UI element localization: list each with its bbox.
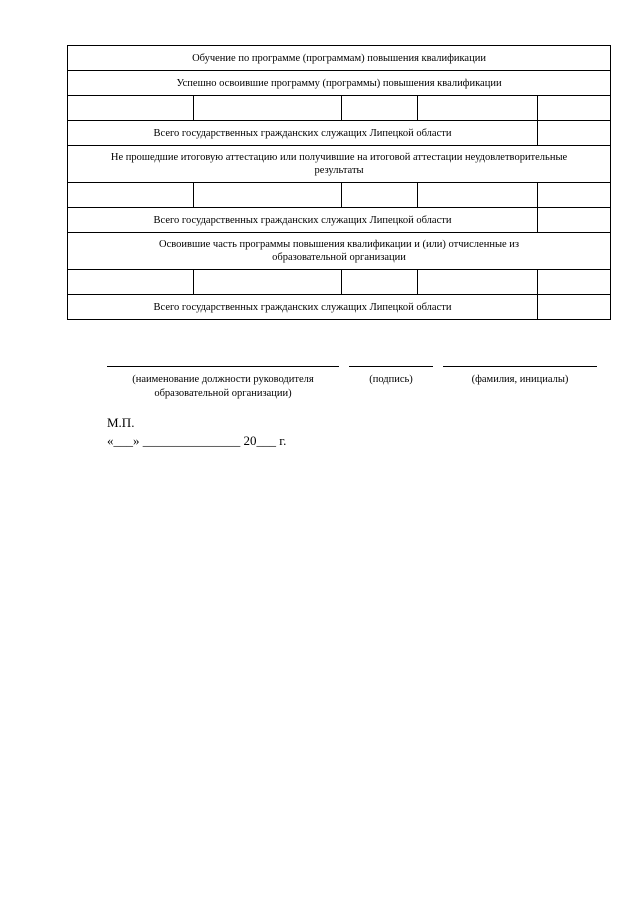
total-value-cell: [538, 295, 611, 320]
empty-cell: [68, 183, 194, 208]
signature-line: [349, 366, 433, 367]
section-failed-row: [68, 146, 611, 183]
name-line: [443, 366, 597, 367]
table-row: [68, 96, 611, 121]
section-completed-row: [68, 71, 611, 96]
total-label-cell: Всего государственных гражданских служащих Липецкой области: [68, 295, 538, 320]
training-report-table: [67, 45, 611, 320]
table-row: [68, 270, 611, 295]
section-failed-cell: Не прошедшие итоговую аттестацию или получившие на итоговой аттестации неудовлетворительные результаты: [68, 146, 611, 183]
total-label-cell: Всего государственных гражданских служащих Липецкой области: [68, 208, 538, 233]
empty-cell: [418, 96, 538, 121]
empty-cell: [418, 183, 538, 208]
position-caption: (наименование должности руководителя образовательной организации): [132, 374, 314, 399]
empty-cell: [68, 270, 194, 295]
name-caption: (фамилия, инициалы): [471, 374, 569, 385]
header-training-cell: Обучение по программе (программам) повышения квалификации: [68, 46, 611, 71]
table-header-row: [68, 46, 611, 71]
empty-cell: [538, 270, 611, 295]
stamp-label: М.П.: [107, 415, 135, 430]
section-partial-cell: Освоившие часть программы повышения квалификации и (или) отчисленные из образовательной организации: [68, 233, 611, 270]
table-row: [68, 183, 611, 208]
total-row: [68, 208, 611, 233]
total-row: [68, 295, 611, 320]
empty-cell: [342, 270, 418, 295]
signature-caption: (подпись): [369, 374, 413, 385]
position-signature-field: [107, 366, 339, 401]
name-field: [443, 366, 597, 387]
total-row: [68, 121, 611, 146]
section-partial-row: [68, 233, 611, 270]
signature-field: [349, 366, 433, 387]
total-value-cell: [538, 121, 611, 146]
empty-cell: [194, 96, 342, 121]
empty-cell: [342, 183, 418, 208]
date-line: «___» _______________ 20___ г.: [107, 433, 287, 448]
total-value-cell: [538, 208, 611, 233]
empty-cell: [418, 270, 538, 295]
total-label-cell: Всего государственных гражданских служащих Липецкой области: [68, 121, 538, 146]
empty-cell: [342, 96, 418, 121]
empty-cell: [68, 96, 194, 121]
empty-cell: [194, 270, 342, 295]
empty-cell: [538, 96, 611, 121]
empty-cell: [538, 183, 611, 208]
empty-cell: [194, 183, 342, 208]
section-completed-cell: Успешно освоившие программу (программы) повышения квалификации: [68, 71, 611, 96]
position-line: [107, 366, 339, 367]
